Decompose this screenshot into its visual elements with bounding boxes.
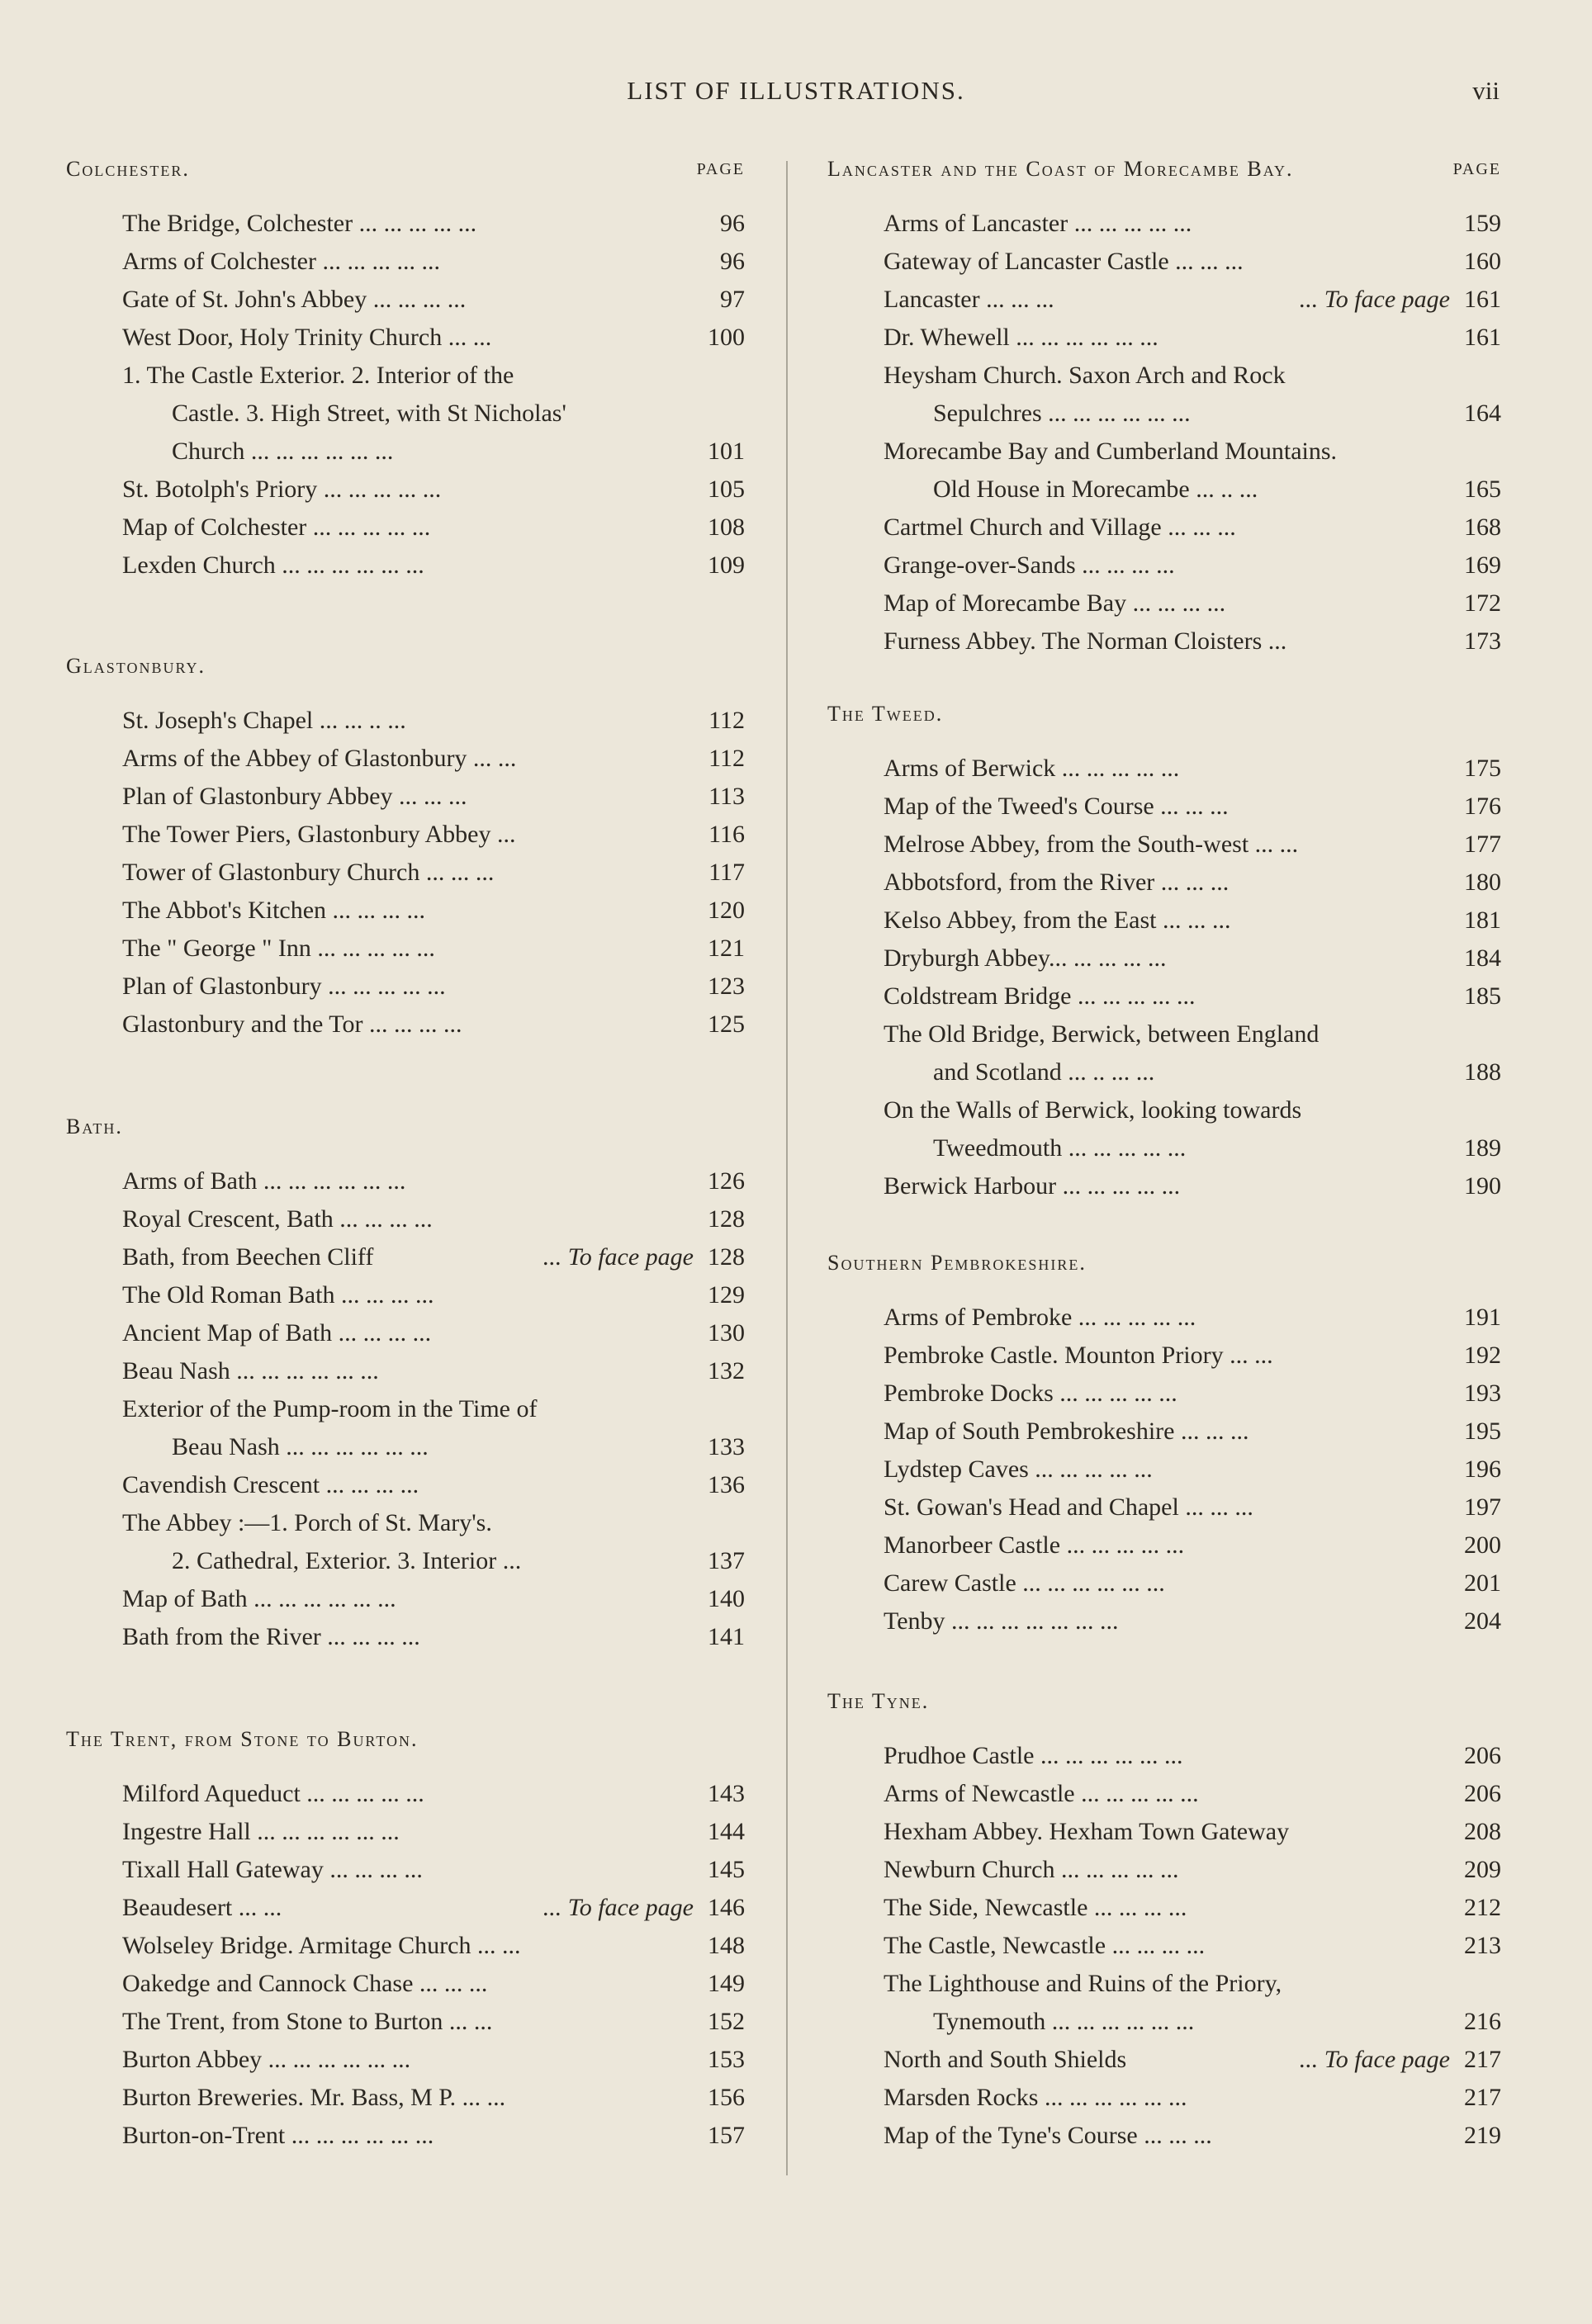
page-number-cell: 201	[1464, 1569, 1501, 1597]
list-item	[66, 205, 745, 243]
entry-title: West Door, Holy Trinity Church ... ...	[122, 324, 492, 351]
list-item	[66, 471, 745, 509]
entry-title: Heysham Church. Saxon Arch and Rock	[884, 362, 1286, 389]
page-number-cell: 209	[1464, 1856, 1501, 1883]
page-number-cell: 172	[1464, 589, 1501, 617]
page-number-cell: 126	[708, 1167, 745, 1195]
list-item	[66, 1428, 745, 1466]
toc-section	[827, 1689, 1501, 2155]
page-number-cell: 173	[1464, 627, 1501, 655]
page-number-cell: 120	[708, 897, 745, 924]
page-number-cell: 175	[1464, 755, 1501, 782]
section-title: The Trent, from Stone to Burton.	[66, 1727, 419, 1751]
entry-title: Burton Breweries. Mr. Bass, M P. ... ...	[122, 2084, 506, 2111]
entry-title: Gateway of Lancaster Castle ... ... ...	[884, 248, 1244, 275]
list-item	[827, 395, 1501, 433]
page-number-cell: 108	[708, 514, 745, 541]
toc-section	[827, 702, 1501, 1205]
entry-title: Map of Colchester ... ... ... ... ...	[122, 514, 431, 541]
page-number-cell: 137	[708, 1547, 745, 1574]
entry-title: The Tower Piers, Glastonbury Abbey ...	[122, 821, 516, 848]
list-item	[66, 1927, 745, 1965]
entry-title: Burton-on-Trent ... ... ... ... ... ...	[122, 2122, 434, 2149]
entry-title: Hexham Abbey. Hexham Town Gateway	[884, 1818, 1290, 1845]
list-item	[66, 702, 745, 740]
page-number-cell: 216	[1464, 2008, 1501, 2035]
page-number-cell: 146	[708, 1894, 745, 1921]
list-item	[66, 2079, 745, 2117]
entry-title: Map of Bath ... ... ... ... ... ...	[122, 1585, 396, 1612]
page-number-cell: 96	[720, 248, 745, 275]
page-number-cell: 109	[708, 551, 745, 579]
page-number-cell: 206	[1464, 1780, 1501, 1807]
entry-title: St. Botolph's Priory ... ... ... ... ...	[122, 476, 442, 503]
page-number-cell: 125	[708, 1011, 745, 1038]
entry-title: Marsden Rocks ... ... ... ... ... ...	[884, 2084, 1187, 2111]
page-number-cell: 168	[1464, 514, 1501, 541]
toc-section	[66, 157, 745, 585]
page-number-cell: 193	[1464, 1380, 1501, 1407]
list-item	[66, 1352, 745, 1390]
list-item	[827, 1337, 1501, 1375]
page-number-cell: 195	[1464, 1418, 1501, 1445]
entry-title: Ingestre Hall ... ... ... ... ... ...	[122, 1818, 400, 1845]
entry-title: Furness Abbey. The Norman Cloisters ...	[884, 627, 1287, 655]
entry-title: Dr. Whewell ... ... ... ... ... ...	[884, 324, 1158, 351]
list-item	[66, 319, 745, 357]
page-number-cell: 176	[1464, 793, 1501, 820]
entry-title: Gate of St. John's Abbey ... ... ... ...	[122, 286, 467, 313]
column-divider	[786, 161, 788, 2175]
page-number-cell: 180	[1464, 869, 1501, 896]
list-item	[66, 1276, 745, 1314]
page-number-cell: 121	[708, 935, 745, 962]
page-header	[0, 76, 1592, 109]
list-item	[66, 281, 745, 319]
list-item	[66, 1162, 745, 1200]
section-title: The Tweed.	[827, 702, 944, 726]
entry-title: Bath, from Beechen Cliff	[122, 1243, 374, 1271]
page-number-cell: 145	[708, 1856, 745, 1883]
page-number-cell: 169	[1464, 551, 1501, 579]
to-face-page-note: ... To face page	[543, 1243, 694, 1271]
list-item	[66, 1542, 745, 1580]
list-item	[66, 816, 745, 854]
section-title: Southern Pembrokeshire.	[827, 1251, 1087, 1275]
entry-title: Grange-over-Sands ... ... ... ...	[884, 551, 1175, 579]
page-number-cell: 152	[708, 2008, 745, 2035]
list-item	[66, 2003, 745, 2041]
entry-title: Abbotsford, from the River ... ... ...	[884, 869, 1230, 896]
list-item	[66, 357, 745, 395]
entry-list	[827, 750, 1501, 1205]
page-number-cell: 213	[1464, 1932, 1501, 1959]
entry-title: Tower of Glastonbury Church ... ... ...	[122, 859, 495, 886]
page-number-cell: 101	[708, 438, 745, 465]
list-item	[66, 547, 745, 585]
entry-title: Tenby ... ... ... ... ... ... ...	[884, 1607, 1119, 1635]
list-item	[66, 395, 745, 433]
page-number-cell: 190	[1464, 1172, 1501, 1200]
list-item	[66, 1965, 745, 2003]
entry-title: The Castle, Newcastle ... ... ... ...	[884, 1932, 1206, 1959]
entry-title: Milford Aqueduct ... ... ... ... ...	[122, 1780, 424, 1807]
entry-title: Map of South Pembrokeshire ... ... ...	[884, 1418, 1249, 1445]
entry-title: Plan of Glastonbury Abbey ... ... ...	[122, 783, 467, 810]
toc-section	[66, 1727, 745, 2155]
page-number-cell: 189	[1464, 1134, 1501, 1162]
entry-title: Lydstep Caves ... ... ... ... ...	[884, 1455, 1153, 1483]
list-item	[66, 509, 745, 547]
page-number-cell: 188	[1464, 1058, 1501, 1086]
entry-title: Lexden Church ... ... ... ... ... ...	[122, 551, 424, 579]
page-number-cell: 184	[1464, 944, 1501, 972]
entry-title: Plan of Glastonbury ... ... ... ... ...	[122, 973, 446, 1000]
entry-title: 2. Cathedral, Exterior. 3. Interior ...	[172, 1547, 522, 1574]
entry-title: Morecambe Bay and Cumberland Mountains.	[884, 438, 1338, 465]
entry-title: The Bridge, Colchester ... ... ... ... ...	[122, 210, 477, 237]
page-number-cell: 112	[708, 707, 745, 734]
page-number-cell: 197	[1464, 1493, 1501, 1521]
list-item	[827, 1413, 1501, 1451]
list-item	[827, 1015, 1501, 1053]
entry-title: Dryburgh Abbey... ... ... ... ...	[884, 944, 1167, 972]
list-item	[827, 1602, 1501, 1640]
list-item	[827, 1564, 1501, 1602]
list-item	[66, 1580, 745, 1618]
list-item	[827, 243, 1501, 281]
entry-list	[66, 205, 745, 585]
entry-title: Arms of the Abbey of Glastonbury ... ...	[122, 745, 517, 772]
entry-title: Map of Morecambe Bay ... ... ... ...	[884, 589, 1226, 617]
section-heading	[827, 157, 1501, 193]
entry-title: Pembroke Castle. Mounton Priory ... ...	[884, 1342, 1273, 1369]
entry-title: Map of the Tweed's Course ... ... ...	[884, 793, 1229, 820]
page-number-cell: 117	[708, 859, 745, 886]
list-item	[827, 622, 1501, 660]
list-item	[827, 1489, 1501, 1526]
section-heading	[66, 654, 745, 690]
list-item	[66, 930, 745, 968]
page-number-cell: 157	[708, 2122, 745, 2149]
entry-title: The Old Roman Bath ... ... ... ...	[122, 1281, 434, 1309]
toc-section	[827, 1251, 1501, 1640]
entry-title: Castle. 3. High Street, with St Nicholas'	[172, 400, 566, 427]
list-item	[66, 243, 745, 281]
page-number-cell: 116	[708, 821, 745, 848]
page-number-cell: 112	[708, 745, 745, 772]
page-number-cell: 161	[1464, 324, 1501, 351]
list-item	[66, 1238, 745, 1276]
list-item	[827, 281, 1501, 319]
page-number-cell: 141	[708, 1623, 745, 1650]
entry-title: Arms of Berwick ... ... ... ... ...	[884, 755, 1180, 782]
section-title: Colchester.	[66, 157, 190, 181]
list-item	[66, 740, 745, 778]
page-number-cell: 191	[1464, 1304, 1501, 1331]
page-number-cell: 156	[708, 2084, 745, 2111]
page-number-cell: 208	[1464, 1818, 1501, 1845]
list-item	[827, 471, 1501, 509]
page-number-cell: 160	[1464, 248, 1501, 275]
toc-section	[66, 1115, 745, 1656]
entry-title: Coldstream Bridge ... ... ... ... ...	[884, 982, 1196, 1010]
page-number-cell: 185	[1464, 982, 1501, 1010]
page-number-cell: 159	[1464, 210, 1501, 237]
list-item	[827, 1965, 1501, 2003]
page-number-cell: 132	[708, 1357, 745, 1384]
list-item	[66, 778, 745, 816]
entry-title: The Abbot's Kitchen ... ... ... ...	[122, 897, 426, 924]
entry-title: Manorbeer Castle ... ... ... ... ...	[884, 1531, 1185, 1559]
list-item	[827, 788, 1501, 826]
entry-title: The Old Bridge, Berwick, between England	[884, 1020, 1320, 1048]
list-item	[66, 1314, 745, 1352]
entry-title: The Trent, from Stone to Burton ... ...	[122, 2008, 493, 2035]
list-item	[827, 2117, 1501, 2155]
list-item	[66, 1006, 745, 1044]
list-item	[827, 750, 1501, 788]
page-number-cell: 161	[1464, 286, 1501, 313]
toc-section	[827, 157, 1501, 660]
entry-title: Burton Abbey ... ... ... ... ... ...	[122, 2046, 411, 2073]
section-title: Lancaster and the Coast of Morecambe Bay.	[827, 157, 1294, 181]
entry-title: Lancaster ... ... ...	[884, 286, 1054, 313]
list-item	[66, 892, 745, 930]
page-title: LIST OF ILLUSTRATIONS.	[627, 76, 965, 105]
toc-section	[66, 654, 745, 1044]
page-number-cell: 100	[708, 324, 745, 351]
list-item	[827, 1526, 1501, 1564]
section-heading	[66, 1115, 745, 1151]
list-item	[66, 1200, 745, 1238]
entry-list	[827, 205, 1501, 660]
list-item	[827, 1167, 1501, 1205]
list-item	[827, 1775, 1501, 1813]
list-item	[827, 1129, 1501, 1167]
entry-title: Berwick Harbour ... ... ... ... ...	[884, 1172, 1181, 1200]
page-number-cell: 192	[1464, 1342, 1501, 1369]
entry-list	[66, 1775, 745, 2155]
page-number-cell: 217	[1464, 2046, 1501, 2073]
section-title: The Tyne.	[827, 1689, 930, 1713]
list-item	[827, 1813, 1501, 1851]
entry-title: Oakedge and Cannock Chase ... ... ...	[122, 1970, 488, 1997]
list-item	[827, 1927, 1501, 1965]
list-item	[66, 1775, 745, 1813]
list-item	[66, 1466, 745, 1504]
entry-title: Wolseley Bridge. Armitage Church ... ...	[122, 1932, 521, 1959]
list-item	[827, 357, 1501, 395]
list-item	[66, 2117, 745, 2155]
page-number-cell: 128	[708, 1205, 745, 1233]
list-item	[827, 1889, 1501, 1927]
entry-title: St. Joseph's Chapel ... ... .. ...	[122, 707, 406, 734]
page-number-cell: 130	[708, 1319, 745, 1347]
entry-title: Arms of Newcastle ... ... ... ... ...	[884, 1780, 1199, 1807]
page-number-cell: 129	[708, 1281, 745, 1309]
entry-title: Pembroke Docks ... ... ... ... ...	[884, 1380, 1177, 1407]
list-item	[66, 1813, 745, 1851]
list-item	[827, 940, 1501, 977]
page-number-cell: 217	[1464, 2084, 1501, 2111]
entry-title: Cartmel Church and Village ... ... ...	[884, 514, 1236, 541]
section-heading	[827, 1689, 1501, 1725]
page-number-cell: 143	[708, 1780, 745, 1807]
entry-title: On the Walls of Berwick, looking towards	[884, 1096, 1302, 1124]
list-item	[827, 864, 1501, 902]
list-item	[66, 2041, 745, 2079]
list-item	[66, 1390, 745, 1428]
list-item	[827, 319, 1501, 357]
entry-title: Tynemouth ... ... ... ... ... ...	[933, 2008, 1195, 2035]
page-number-cell: 212	[1464, 1894, 1501, 1921]
page-number-cell: 153	[708, 2046, 745, 2073]
list-item	[827, 826, 1501, 864]
page-number-cell: 136	[708, 1471, 745, 1498]
entry-title: Melrose Abbey, from the South-west ... ...	[884, 831, 1299, 858]
entry-title: Beau Nash ... ... ... ... ... ...	[172, 1433, 429, 1460]
list-item	[827, 1299, 1501, 1337]
entry-title: Kelso Abbey, from the East ... ... ...	[884, 906, 1231, 934]
entry-title: The Lighthouse and Ruins of the Priory,	[884, 1970, 1282, 1997]
entry-list	[827, 1299, 1501, 1640]
entry-title: Prudhoe Castle ... ... ... ... ... ...	[884, 1742, 1183, 1769]
entry-title: Glastonbury and the Tor ... ... ... ...	[122, 1011, 462, 1038]
page-number-cell: 181	[1464, 906, 1501, 934]
entry-list	[66, 1162, 745, 1656]
page-number-cell: 177	[1464, 831, 1501, 858]
page-number-cell: 123	[708, 973, 745, 1000]
page-number-cell: 133	[708, 1433, 745, 1460]
page-number-cell: 164	[1464, 400, 1501, 427]
page-number-cell: 105	[708, 476, 745, 503]
page-number-cell: 97	[720, 286, 745, 313]
page-number-cell: 165	[1464, 476, 1501, 503]
list-item	[827, 1091, 1501, 1129]
list-item	[827, 2079, 1501, 2117]
entry-title: Beaudesert ... ...	[122, 1894, 282, 1921]
list-item	[827, 433, 1501, 471]
list-item	[827, 2003, 1501, 2041]
list-item	[66, 968, 745, 1006]
entry-list	[827, 1737, 1501, 2155]
list-item	[66, 1618, 745, 1656]
entry-title: Arms of Bath ... ... ... ... ... ...	[122, 1167, 406, 1195]
page-number-cell: 206	[1464, 1742, 1501, 1769]
entry-title: Ancient Map of Bath ... ... ... ...	[122, 1319, 432, 1347]
list-item	[66, 433, 745, 471]
section-heading	[827, 1251, 1501, 1287]
entry-title: North and South Shields	[884, 2046, 1127, 2073]
entry-title: Bath from the River ... ... ... ...	[122, 1623, 420, 1650]
list-item	[66, 854, 745, 892]
page-number-cell: 196	[1464, 1455, 1501, 1483]
list-item	[827, 1851, 1501, 1889]
list-item	[66, 1851, 745, 1889]
entry-title: Beau Nash ... ... ... ... ... ...	[122, 1357, 379, 1384]
entry-title: Royal Crescent, Bath ... ... ... ...	[122, 1205, 433, 1233]
entry-title: The " George " Inn ... ... ... ... ...	[122, 935, 435, 962]
page-number-cell: 128	[708, 1243, 745, 1271]
entry-title: Arms of Pembroke ... ... ... ... ...	[884, 1304, 1196, 1331]
section-title: Glastonbury.	[66, 654, 206, 678]
entry-title: Cavendish Crescent ... ... ... ...	[122, 1471, 419, 1498]
page-column-label: PAGE	[696, 160, 745, 178]
page-number: vii	[1472, 76, 1500, 105]
page-column-label: PAGE	[1452, 160, 1501, 178]
section-heading	[827, 702, 1501, 738]
page-number-cell: 144	[708, 1818, 745, 1845]
list-item	[827, 205, 1501, 243]
list-item	[827, 977, 1501, 1015]
page-number-cell: 148	[708, 1932, 745, 1959]
list-item	[827, 1375, 1501, 1413]
entry-title: Sepulchres ... ... ... ... ... ...	[933, 400, 1191, 427]
list-item	[827, 547, 1501, 585]
to-face-page-note: ... To face page	[543, 1894, 694, 1921]
entry-title: Tweedmouth ... ... ... ... ...	[933, 1134, 1187, 1162]
list-item	[827, 2041, 1501, 2079]
entry-title: Old House in Morecambe ... .. ...	[933, 476, 1258, 503]
entry-list	[66, 702, 745, 1044]
section-title: Bath.	[66, 1115, 123, 1138]
entry-title: The Abbey :—1. Porch of St. Mary's.	[122, 1509, 492, 1536]
page-number-cell: 149	[708, 1970, 745, 1997]
page-number-cell: 200	[1464, 1531, 1501, 1559]
page-number-cell: 96	[720, 210, 745, 237]
entry-title: 1. The Castle Exterior. 2. Interior of the	[122, 362, 514, 389]
entry-title: The Side, Newcastle ... ... ... ...	[884, 1894, 1187, 1921]
list-item	[827, 509, 1501, 547]
entry-title: and Scotland ... .. ... ...	[933, 1058, 1155, 1086]
list-item	[66, 1889, 745, 1927]
to-face-page-note: ... To face page	[1299, 286, 1450, 313]
list-item	[827, 1737, 1501, 1775]
page-number-cell: 204	[1464, 1607, 1501, 1635]
list-item	[827, 1053, 1501, 1091]
section-heading	[66, 157, 745, 193]
entry-title: Church ... ... ... ... ... ...	[172, 438, 394, 465]
entry-title: Newburn Church ... ... ... ... ...	[884, 1856, 1179, 1883]
entry-title: Tixall Hall Gateway ... ... ... ...	[122, 1856, 423, 1883]
page-number-cell: 113	[708, 783, 745, 810]
page-number-cell: 219	[1464, 2122, 1501, 2149]
entry-title: Arms of Colchester ... ... ... ... ...	[122, 248, 440, 275]
entry-title: St. Gowan's Head and Chapel ... ... ...	[884, 1493, 1253, 1521]
to-face-page-note: ... To face page	[1299, 2046, 1450, 2073]
entry-title: Exterior of the Pump-room in the Time of	[122, 1395, 538, 1422]
list-item	[827, 585, 1501, 622]
list-item	[827, 902, 1501, 940]
list-item	[827, 1451, 1501, 1489]
entry-title: Carew Castle ... ... ... ... ... ...	[884, 1569, 1165, 1597]
list-item	[66, 1504, 745, 1542]
entry-title: Map of the Tyne's Course ... ... ...	[884, 2122, 1212, 2149]
page-number-cell: 140	[708, 1585, 745, 1612]
section-heading	[66, 1727, 745, 1763]
entry-title: Arms of Lancaster ... ... ... ... ...	[884, 210, 1192, 237]
